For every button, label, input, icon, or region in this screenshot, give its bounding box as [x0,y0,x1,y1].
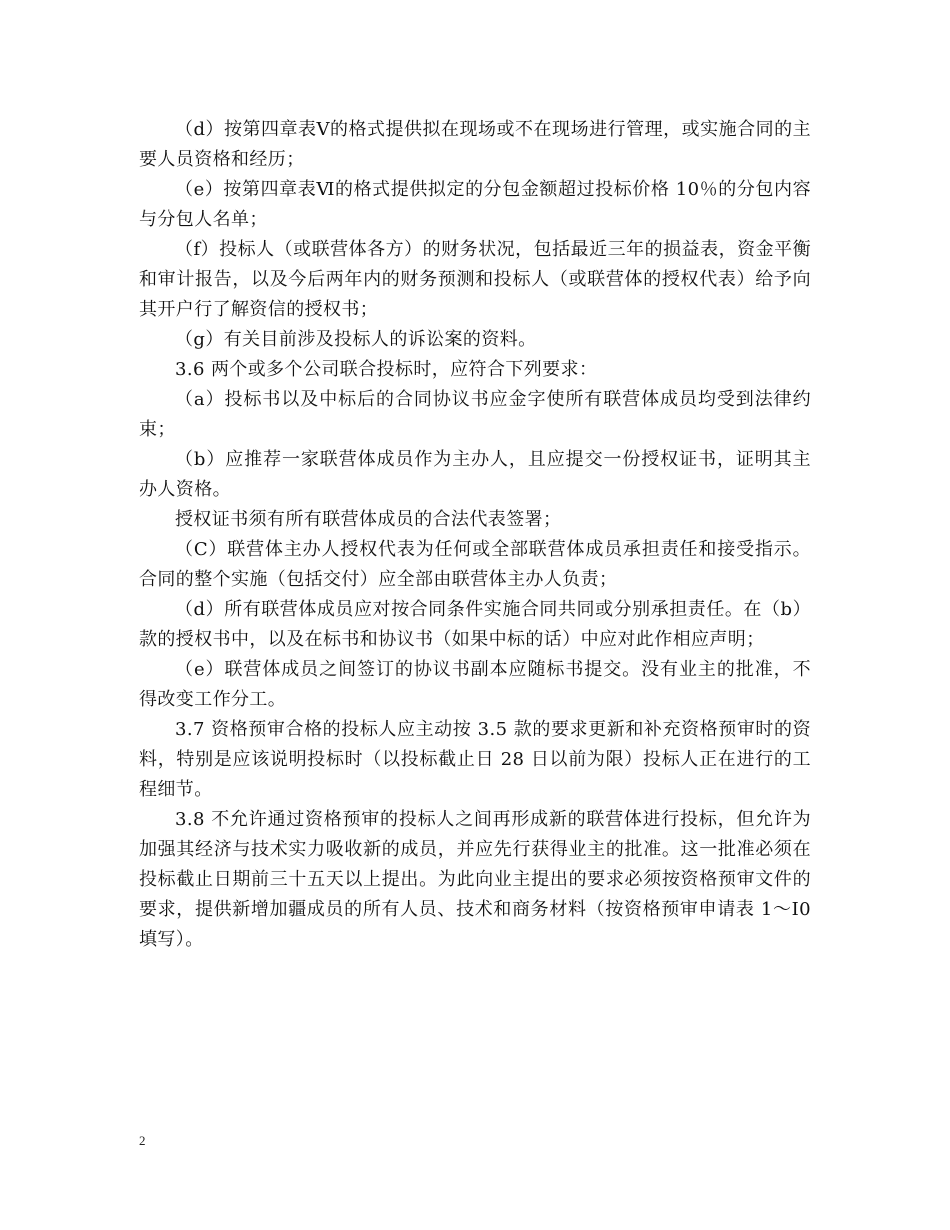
document-body [139,115,811,955]
paragraph-3-6-b: （b）应推荐一家联营体成员作为主办人，且应提交一份授权证书，证明其主办人资格。 [139,449,811,500]
paragraph-e-subcontract: （e）按第四章表Ⅵ的格式提供拟定的分包金额超过投标价格 10％的分包内容与分包人名单； [139,179,811,230]
paragraph-g-litigation: （g）有关目前涉及投标人的诉讼案的资料。 [175,329,537,350]
paragraph-3-6-d: （d）所有联营体成员应对按合同条件实施合同共同或分别承担责任。在（b）款的授权书中，以及在标书和协议书（如果中标的话）中应对此作相应声明； [139,599,811,650]
paragraph-d-personnel: （d）按第四章表Ⅴ的格式提供拟在现场或不在现场进行管理，或实施合同的主要人员资格和经历； [139,119,811,170]
paragraph-3-7: 3.7 资格预审合格的投标人应主动按 3.5 款的要求更新和补充资格预审时的资料，特别是应该说明投标时（以投标截止日 28 日以前为限）投标人正在进行的工程细节。 [139,719,811,800]
paragraph-3-6-a: （a）投标书以及中标后的合同协议书应金字使所有联营体成员均受到法律约束； [139,389,811,440]
paragraph-3-8: 3.8 不允许通过资格预审的投标人之间再形成新的联营体进行投标，但允许为加强其经济与技术实力吸收新的成员，并应先行获得业主的批准。这一批准必须在投标截止日期前三十五天以上提出。为此向业主提出的要求必须按资格预审文件的要求，提供新增加疆成员的所有人员、技术和商务材料（按资格预审申请表 1～I0 填写）。 [139,809,811,950]
paragraph-authorization: 授权证书须有所有联营体成员的合法代表签署； [175,509,562,530]
paragraph-3-6: 3.6 两个或多个公司联合投标时，应符合下列要求： [175,359,598,380]
paragraph-3-6-e: （e）联营体成员之间签订的协议书副本应随标书提交。没有业主的批准，不得改变工作分工。 [139,659,811,710]
paragraph-3-6-c: （C）联营体主办人授权代表为任何或全部联营体成员承担责任和接受指示。合同的整个实施（包括交付）应全部由联营体主办人负责； [139,539,811,590]
page-number: 2 [139,1133,146,1148]
paragraph-f-financial: （f）投标人（或联营体各方）的财务状况，包括最近三年的损益表，资金平衡和审计报告，以及今后两年内的财务预测和投标人（或联营体的授权代表）给予向其开户行了解资信的授权书； [139,239,811,320]
